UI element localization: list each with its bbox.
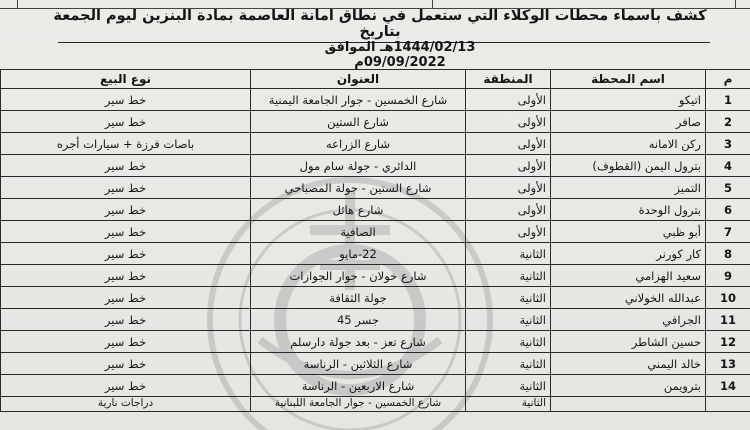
table-row	[1, 243, 750, 265]
region-cell: الثانية	[466, 243, 551, 265]
sale-type-cell: خط سير	[1, 287, 251, 309]
station-name: بترول اليمن (القطوف)	[551, 155, 706, 177]
address-cell: شارع الستين	[251, 111, 466, 133]
station-name: بترول الوحدة	[551, 199, 706, 221]
region-cell: الأولى	[466, 221, 551, 243]
row-number: 9	[706, 265, 750, 287]
sale-type-cell: خط سير	[1, 309, 251, 331]
station-name: حسين الشاطر	[551, 331, 706, 353]
address-cell: الصافية	[251, 221, 466, 243]
row-number: 13	[706, 353, 750, 375]
address-cell: جولة الثقافة	[251, 287, 466, 309]
region-cell: الثانية	[466, 397, 551, 412]
region-cell: الثانية	[466, 309, 551, 331]
station-name: أبو ظبي	[551, 221, 706, 243]
row-number	[706, 397, 750, 412]
row-number: 1	[706, 89, 750, 111]
row-number: 14	[706, 375, 750, 397]
header-region: المنطقة	[466, 70, 551, 89]
station-name: عبدالله الخولاني	[551, 287, 706, 309]
region-cell: الثانية	[466, 265, 551, 287]
sale-type-cell: خط سير	[1, 353, 251, 375]
address-cell: شارع الثلاثين - الرناسة	[251, 353, 466, 375]
sale-type-cell: خط سير	[1, 177, 251, 199]
region-cell: الأولى	[466, 199, 551, 221]
station-name: التميز	[551, 177, 706, 199]
station-name: الجرافي	[551, 309, 706, 331]
table-row	[1, 287, 750, 309]
station-name: سعيد الهزامي	[551, 265, 706, 287]
table-row	[1, 375, 750, 397]
station-name: بترويمن	[551, 375, 706, 397]
row-number: 5	[706, 177, 750, 199]
header-num: م	[706, 70, 750, 89]
address-cell: الدائري - جولة سام مول	[251, 155, 466, 177]
address-cell: شارع الخمسين - جوار الجامعة اليمنية	[251, 89, 466, 111]
row-number: 12	[706, 331, 750, 353]
address-cell: شارع تعز - بعد جولة دارسلم	[251, 331, 466, 353]
sale-type-cell: خط سير	[1, 89, 251, 111]
region-cell: الثانية	[466, 331, 551, 353]
sale-type-cell: خط سير	[1, 265, 251, 287]
document-title-text: كشف باسماء محطات الوكلاء التي ستعمل في نطاق امانة العاصمة بمادة البنزين ليوم الجمعة بتاريخ	[53, 8, 707, 40]
region-cell: الأولى	[466, 155, 551, 177]
address-cell: شارع خولان - جوار الجوازات	[251, 265, 466, 287]
row-number: 10	[706, 287, 750, 309]
sale-type-cell: خط سير	[1, 331, 251, 353]
table-row	[1, 221, 750, 243]
table-header-row	[1, 70, 750, 89]
table-row	[1, 89, 750, 111]
sale-type-cell: خط سير	[1, 155, 251, 177]
table-row	[1, 199, 750, 221]
station-name: خالد اليمني	[551, 353, 706, 375]
sale-type-cell: خط سير	[1, 221, 251, 243]
address-cell: شارع الاربعين - الرناسة	[251, 375, 466, 397]
address-cell: 22-مايو	[251, 243, 466, 265]
row-number: 6	[706, 199, 750, 221]
station-name: كار كورنر	[551, 243, 706, 265]
header-address: العنوان	[251, 70, 466, 89]
document-date: 1444/02/13هـ الموافق 09/09/2022م	[324, 40, 476, 70]
sale-type-cell: دراجات نارية	[1, 397, 251, 412]
row-number: 3	[706, 133, 750, 155]
region-cell: الأولى	[466, 89, 551, 111]
row-number: 8	[706, 243, 750, 265]
address-cell: شارع الزراعه	[251, 133, 466, 155]
region-cell: الأولى	[466, 133, 551, 155]
table-row	[1, 133, 750, 155]
sale-type-cell: خط سير	[1, 111, 251, 133]
row-number: 4	[706, 155, 750, 177]
station-name: ركن الامانه	[551, 133, 706, 155]
sale-type-cell: خط سير	[1, 243, 251, 265]
region-cell: الأولى	[466, 111, 551, 133]
row-number: 2	[706, 111, 750, 133]
stations-table	[0, 69, 750, 412]
station-name: اتيكو	[551, 89, 706, 111]
table-row	[1, 111, 750, 133]
region-cell: الثانية	[466, 353, 551, 375]
table-row	[1, 155, 750, 177]
station-name: صافر	[551, 111, 706, 133]
sale-type-cell: خط سير	[1, 375, 251, 397]
address-cell: جسر 45	[251, 309, 466, 331]
region-cell: الثانية	[466, 287, 551, 309]
table-body	[1, 89, 750, 412]
table-row	[1, 309, 750, 331]
table-row	[1, 331, 750, 353]
table-row	[1, 177, 750, 199]
table-row	[1, 397, 750, 412]
row-number: 7	[706, 221, 750, 243]
address-cell: شارع هائل	[251, 199, 466, 221]
sale-type-cell: خط سير	[1, 199, 251, 221]
header-sale-type: نوع البيع	[1, 70, 251, 89]
address-cell: شارع الخمسين - جوار الجامعة اللبنانية	[251, 397, 466, 412]
document-title	[40, 8, 720, 40]
row-number: 11	[706, 309, 750, 331]
station-name	[551, 397, 706, 412]
sale-type-cell: باصات فرزة + سيارات أجره	[1, 133, 251, 155]
table-row	[1, 265, 750, 287]
table-row	[1, 353, 750, 375]
region-cell: الثانية	[466, 375, 551, 397]
header-station: اسم المحطة	[551, 70, 706, 89]
address-cell: شارع الستين - جولة المصباحي	[251, 177, 466, 199]
region-cell: الأولى	[466, 177, 551, 199]
